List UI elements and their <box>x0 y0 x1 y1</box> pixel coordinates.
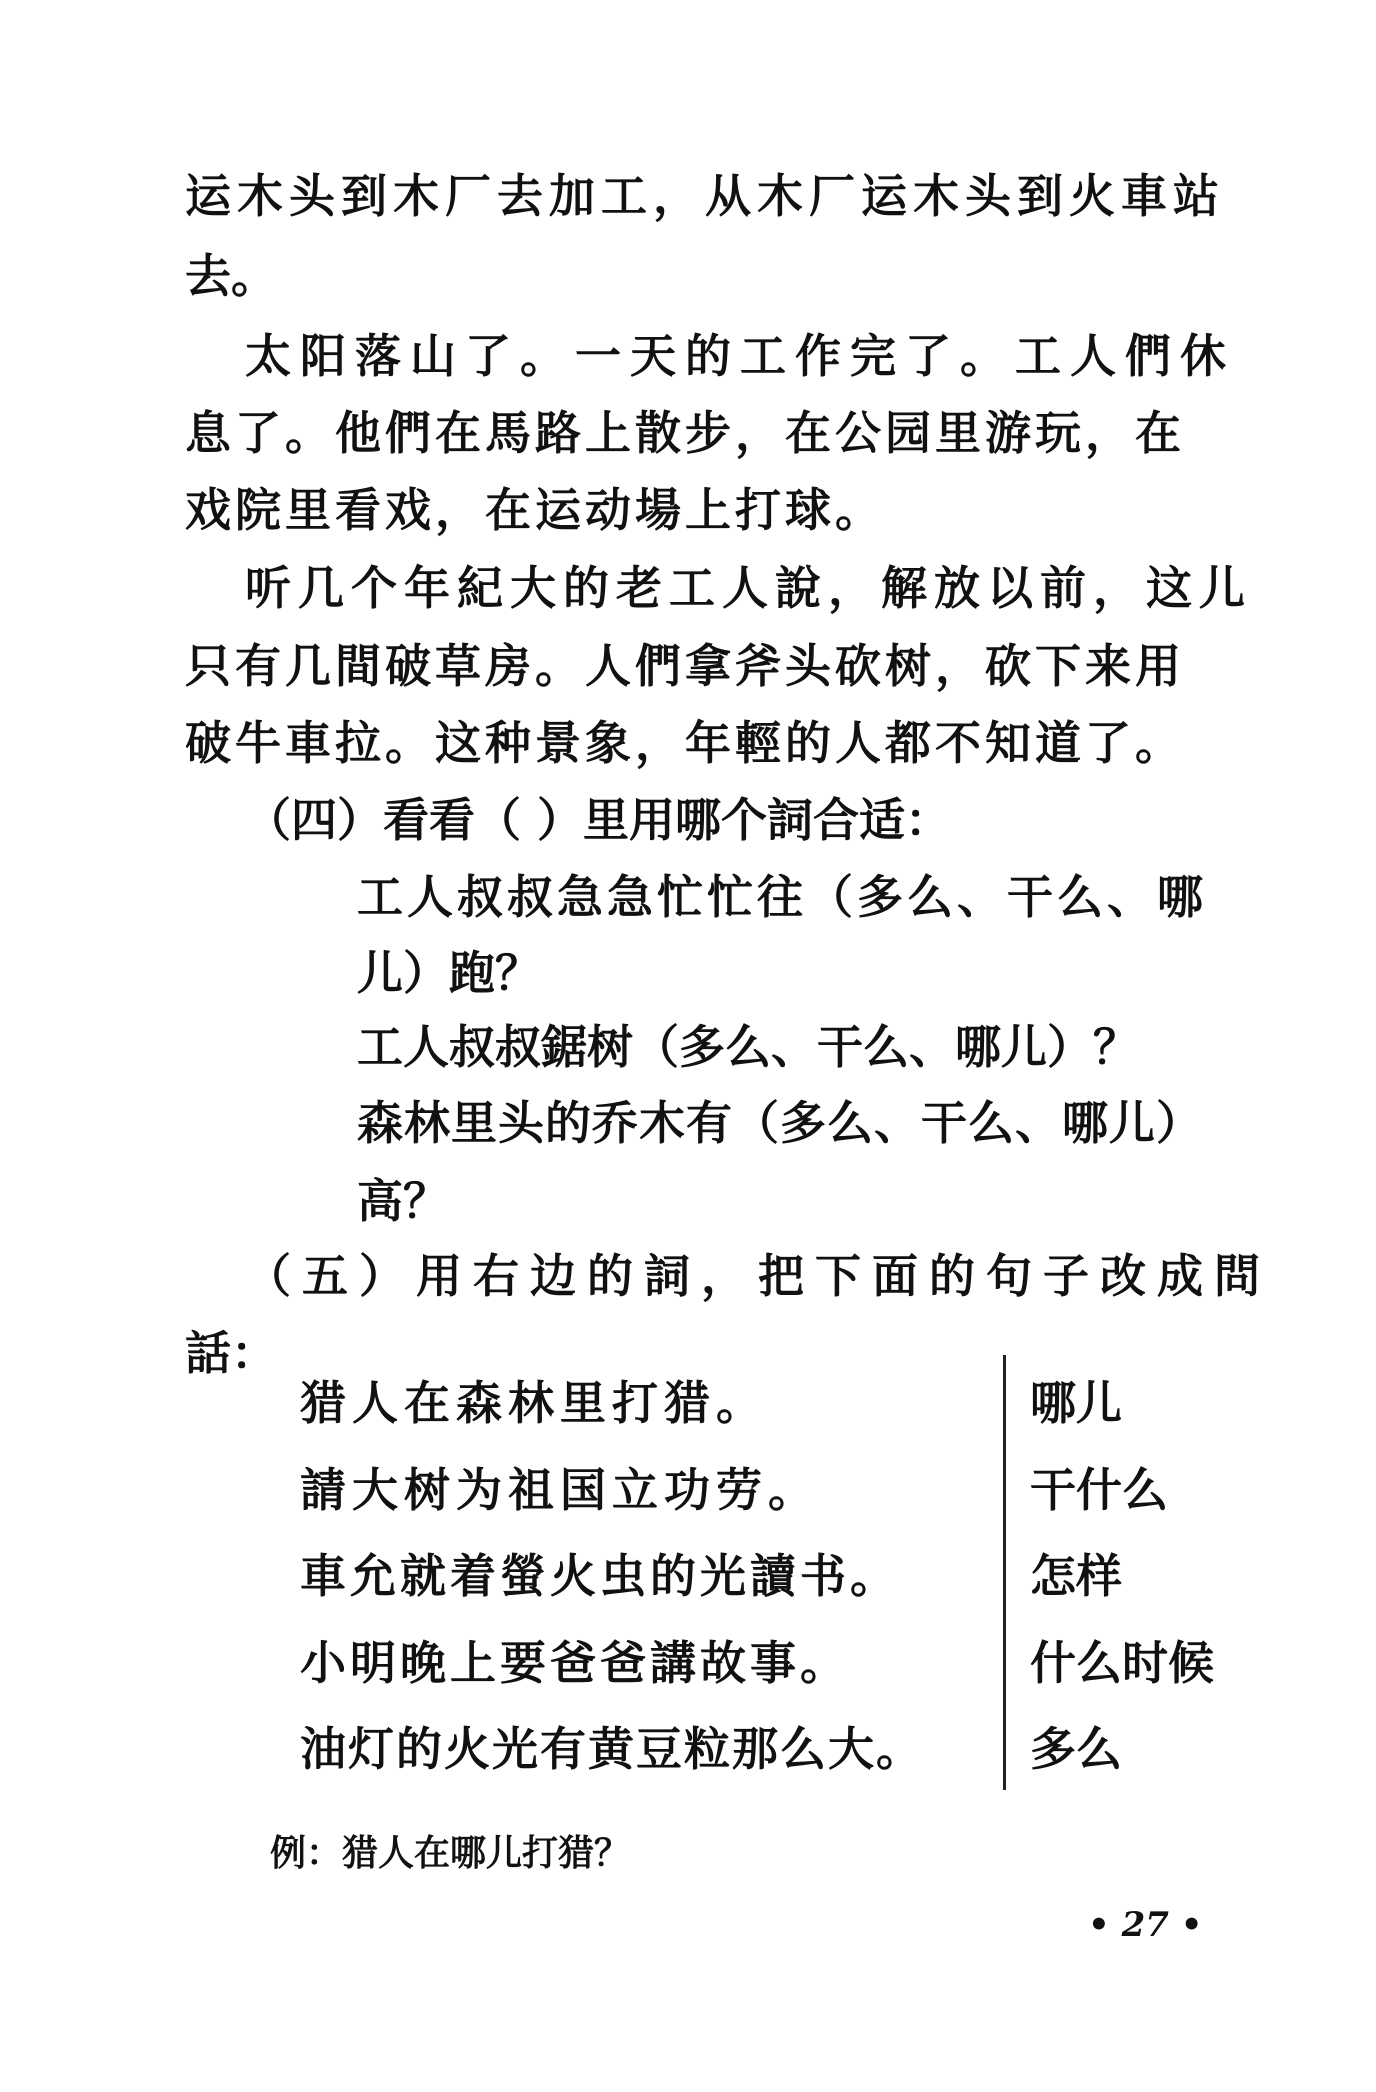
exercise-five-heading: （五）用右边的詞，把下面的句子改成問 <box>245 1249 1271 1303</box>
text-line: 太阳落山了。一天的工作完了。工人們休 <box>245 329 1235 383</box>
exercise-line: 森林里头的乔木有（多么、干么、哪儿） <box>357 1096 1203 1150</box>
sentence-item: 猎人在森林里打猎。 <box>300 1376 768 1430</box>
text-line: 息了。他們在馬路上散步，在公园里游玩，在 <box>185 406 1185 460</box>
example-answer: 例：猎人在哪儿打猎？ <box>270 1832 631 1874</box>
exercise-line: 工人叔叔急急忙忙往（多么、干么、哪 <box>357 870 1207 924</box>
column-divider <box>1003 1355 1006 1790</box>
text-line: 破牛車拉。这种景象，年輕的人都不知道了。 <box>185 716 1185 770</box>
exercise-five-heading: 話： <box>185 1326 277 1380</box>
sentence-item: 油灯的火光有黄豆粒那么大。 <box>300 1722 924 1776</box>
text-line: 听几个年紀大的老工人說，解放以前，这儿 <box>245 561 1252 615</box>
word-option: 哪儿 <box>1030 1376 1122 1430</box>
exercise-line: 工人叔叔鋸树（多么、干么、哪儿）？ <box>357 1020 1139 1074</box>
page-number: • 27 • <box>1088 1905 1203 1945</box>
text-line: 去。 <box>185 249 277 303</box>
text-line: 只有几間破草房。人們拿斧头砍树，砍下来用 <box>185 639 1185 693</box>
sentence-item: 請大树为祖国立功劳。 <box>300 1463 820 1517</box>
sentence-item: 小明晚上要爸爸講故事。 <box>300 1636 850 1690</box>
word-option: 什么时候 <box>1030 1636 1214 1690</box>
word-option: 干什么 <box>1030 1463 1168 1517</box>
text-line: 运木头到木厂去加工，从木厂运木头到火車站 <box>185 169 1225 223</box>
exercise-line: 高？ <box>357 1174 449 1228</box>
exercise-line: 儿）跑？ <box>357 946 541 1000</box>
text-line: 戏院里看戏，在运动場上打球。 <box>185 483 885 537</box>
word-option: 怎样 <box>1030 1549 1122 1603</box>
sentence-item: 車允就着螢火虫的光讀书。 <box>300 1549 900 1603</box>
word-option: 多么 <box>1030 1722 1122 1776</box>
exercise-four-heading: （四）看看（ ）里用哪个詞合适： <box>245 793 952 847</box>
